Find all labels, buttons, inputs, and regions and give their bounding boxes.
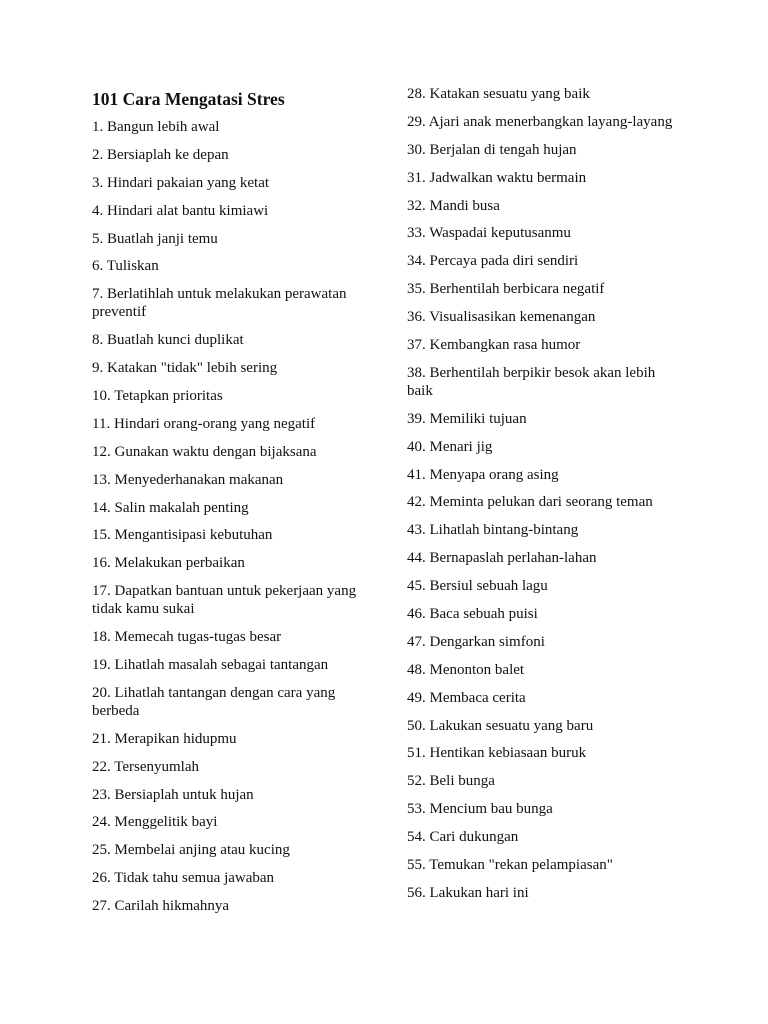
list-item: 56. Lakukan hari ini: [407, 884, 529, 901]
list-item: 42. Meminta pelukan dari seorang teman: [407, 494, 653, 511]
list-item: 32. Mandi busa: [407, 197, 500, 214]
list-item: 6. Tuliskan: [92, 258, 159, 275]
list-item: 12. Gunakan waktu dengan bijaksana: [92, 443, 317, 460]
left-column: [92, 86, 382, 925]
list-item: 51. Hentikan kebiasaan buruk: [407, 745, 587, 762]
list-item: 17. Dapatkan bantuan untuk pekerjaan yang tidak kamu sukai: [92, 583, 357, 618]
list-item: 46. Baca sebuah puisi: [407, 606, 538, 623]
list-item: 36. Visualisasikan kemenangan: [407, 309, 596, 326]
list-item: 11. Hindari orang-orang yang negatif: [92, 415, 316, 432]
left-list: [92, 118, 382, 915]
list-item: 4. Hindari alat bantu kimiawi: [92, 202, 269, 219]
list-item: 10. Tetapkan prioritas: [92, 388, 223, 405]
list-item: 33. Waspadai keputusanmu: [407, 225, 571, 242]
list-item: 23. Bersiaplah untuk hujan: [92, 786, 254, 803]
list-item: 19. Lihatlah masalah sebagai tantangan: [92, 657, 329, 674]
list-item: 29. Ajari anak menerbangkan layang-layang: [407, 113, 673, 130]
list-item: 28. Katakan sesuatu yang baik: [407, 86, 590, 102]
list-item: 2. Bersiaplah ke depan: [92, 146, 229, 163]
list-item: 20. Lihatlah tantangan dengan cara yang berbeda: [92, 684, 336, 719]
list-item: 44. Bernapaslah perlahan-lahan: [407, 550, 597, 567]
list-item: 25. Membelai anjing atau kucing: [92, 842, 290, 859]
list-item: 7. Berlatihlah untuk melakukan perawatan preventif: [92, 286, 347, 321]
list-item: 45. Bersiul sebuah lagu: [407, 578, 548, 595]
list-item: 3. Hindari pakaian yang ketat: [92, 174, 270, 191]
list-item: 37. Kembangkan rasa humor: [407, 337, 581, 354]
list-item: 54. Cari dukungan: [407, 829, 519, 846]
page-title: 101 Cara Mengatasi Stres: [92, 89, 285, 109]
list-item: 53. Mencium bau bunga: [407, 801, 553, 818]
right-column: [407, 85, 682, 912]
list-item: 43. Lihatlah bintang-bintang: [407, 522, 579, 539]
list-item: 18. Memecah tugas-tugas besar: [92, 629, 282, 646]
list-item: 50. Lakukan sesuatu yang baru: [407, 717, 594, 734]
list-item: 55. Temukan "rekan pelampiasan": [407, 857, 613, 874]
list-item: 52. Beli bunga: [407, 773, 495, 790]
list-item: 16. Melakukan perbaikan: [92, 555, 245, 572]
list-item: 39. Memiliki tujuan: [407, 410, 527, 427]
list-item: 26. Tidak tahu semua jawaban: [92, 870, 275, 887]
list-item: 1. Bangun lebih awal: [92, 119, 220, 135]
list-item: 21. Merapikan hidupmu: [92, 730, 237, 747]
list-item: 47. Dengarkan simfoni: [407, 633, 545, 650]
list-item: 35. Berhentilah berbicara negatif: [407, 281, 605, 298]
list-item: 38. Berhentilah berpikir besok akan lebih baik: [407, 364, 656, 399]
list-item: 22. Tersenyumlah: [92, 758, 199, 775]
list-item: 34. Percaya pada diri sendiri: [407, 253, 579, 270]
list-item: 41. Menyapa orang asing: [407, 466, 559, 483]
list-item: 49. Membaca cerita: [407, 689, 526, 706]
list-item: 31. Jadwalkan waktu bermain: [407, 169, 587, 186]
list-item: 13. Menyederhanakan makanan: [92, 471, 284, 488]
list-item: 48. Menonton balet: [407, 661, 525, 678]
list-item: 27. Carilah hikmahnya: [92, 898, 230, 915]
list-item: 40. Menari jig: [407, 438, 493, 455]
list-item: 24. Menggelitik bayi: [92, 814, 218, 831]
list-item: 9. Katakan "tidak" lebih sering: [92, 360, 278, 377]
list-item: 15. Mengantisipasi kebutuhan: [92, 527, 273, 544]
list-item: 5. Buatlah janji temu: [92, 230, 218, 247]
list-item: 8. Buatlah kunci duplikat: [92, 332, 244, 349]
list-item: 30. Berjalan di tengah hujan: [407, 141, 577, 158]
list-item: 14. Salin makalah penting: [92, 499, 249, 516]
right-list: [407, 85, 682, 902]
